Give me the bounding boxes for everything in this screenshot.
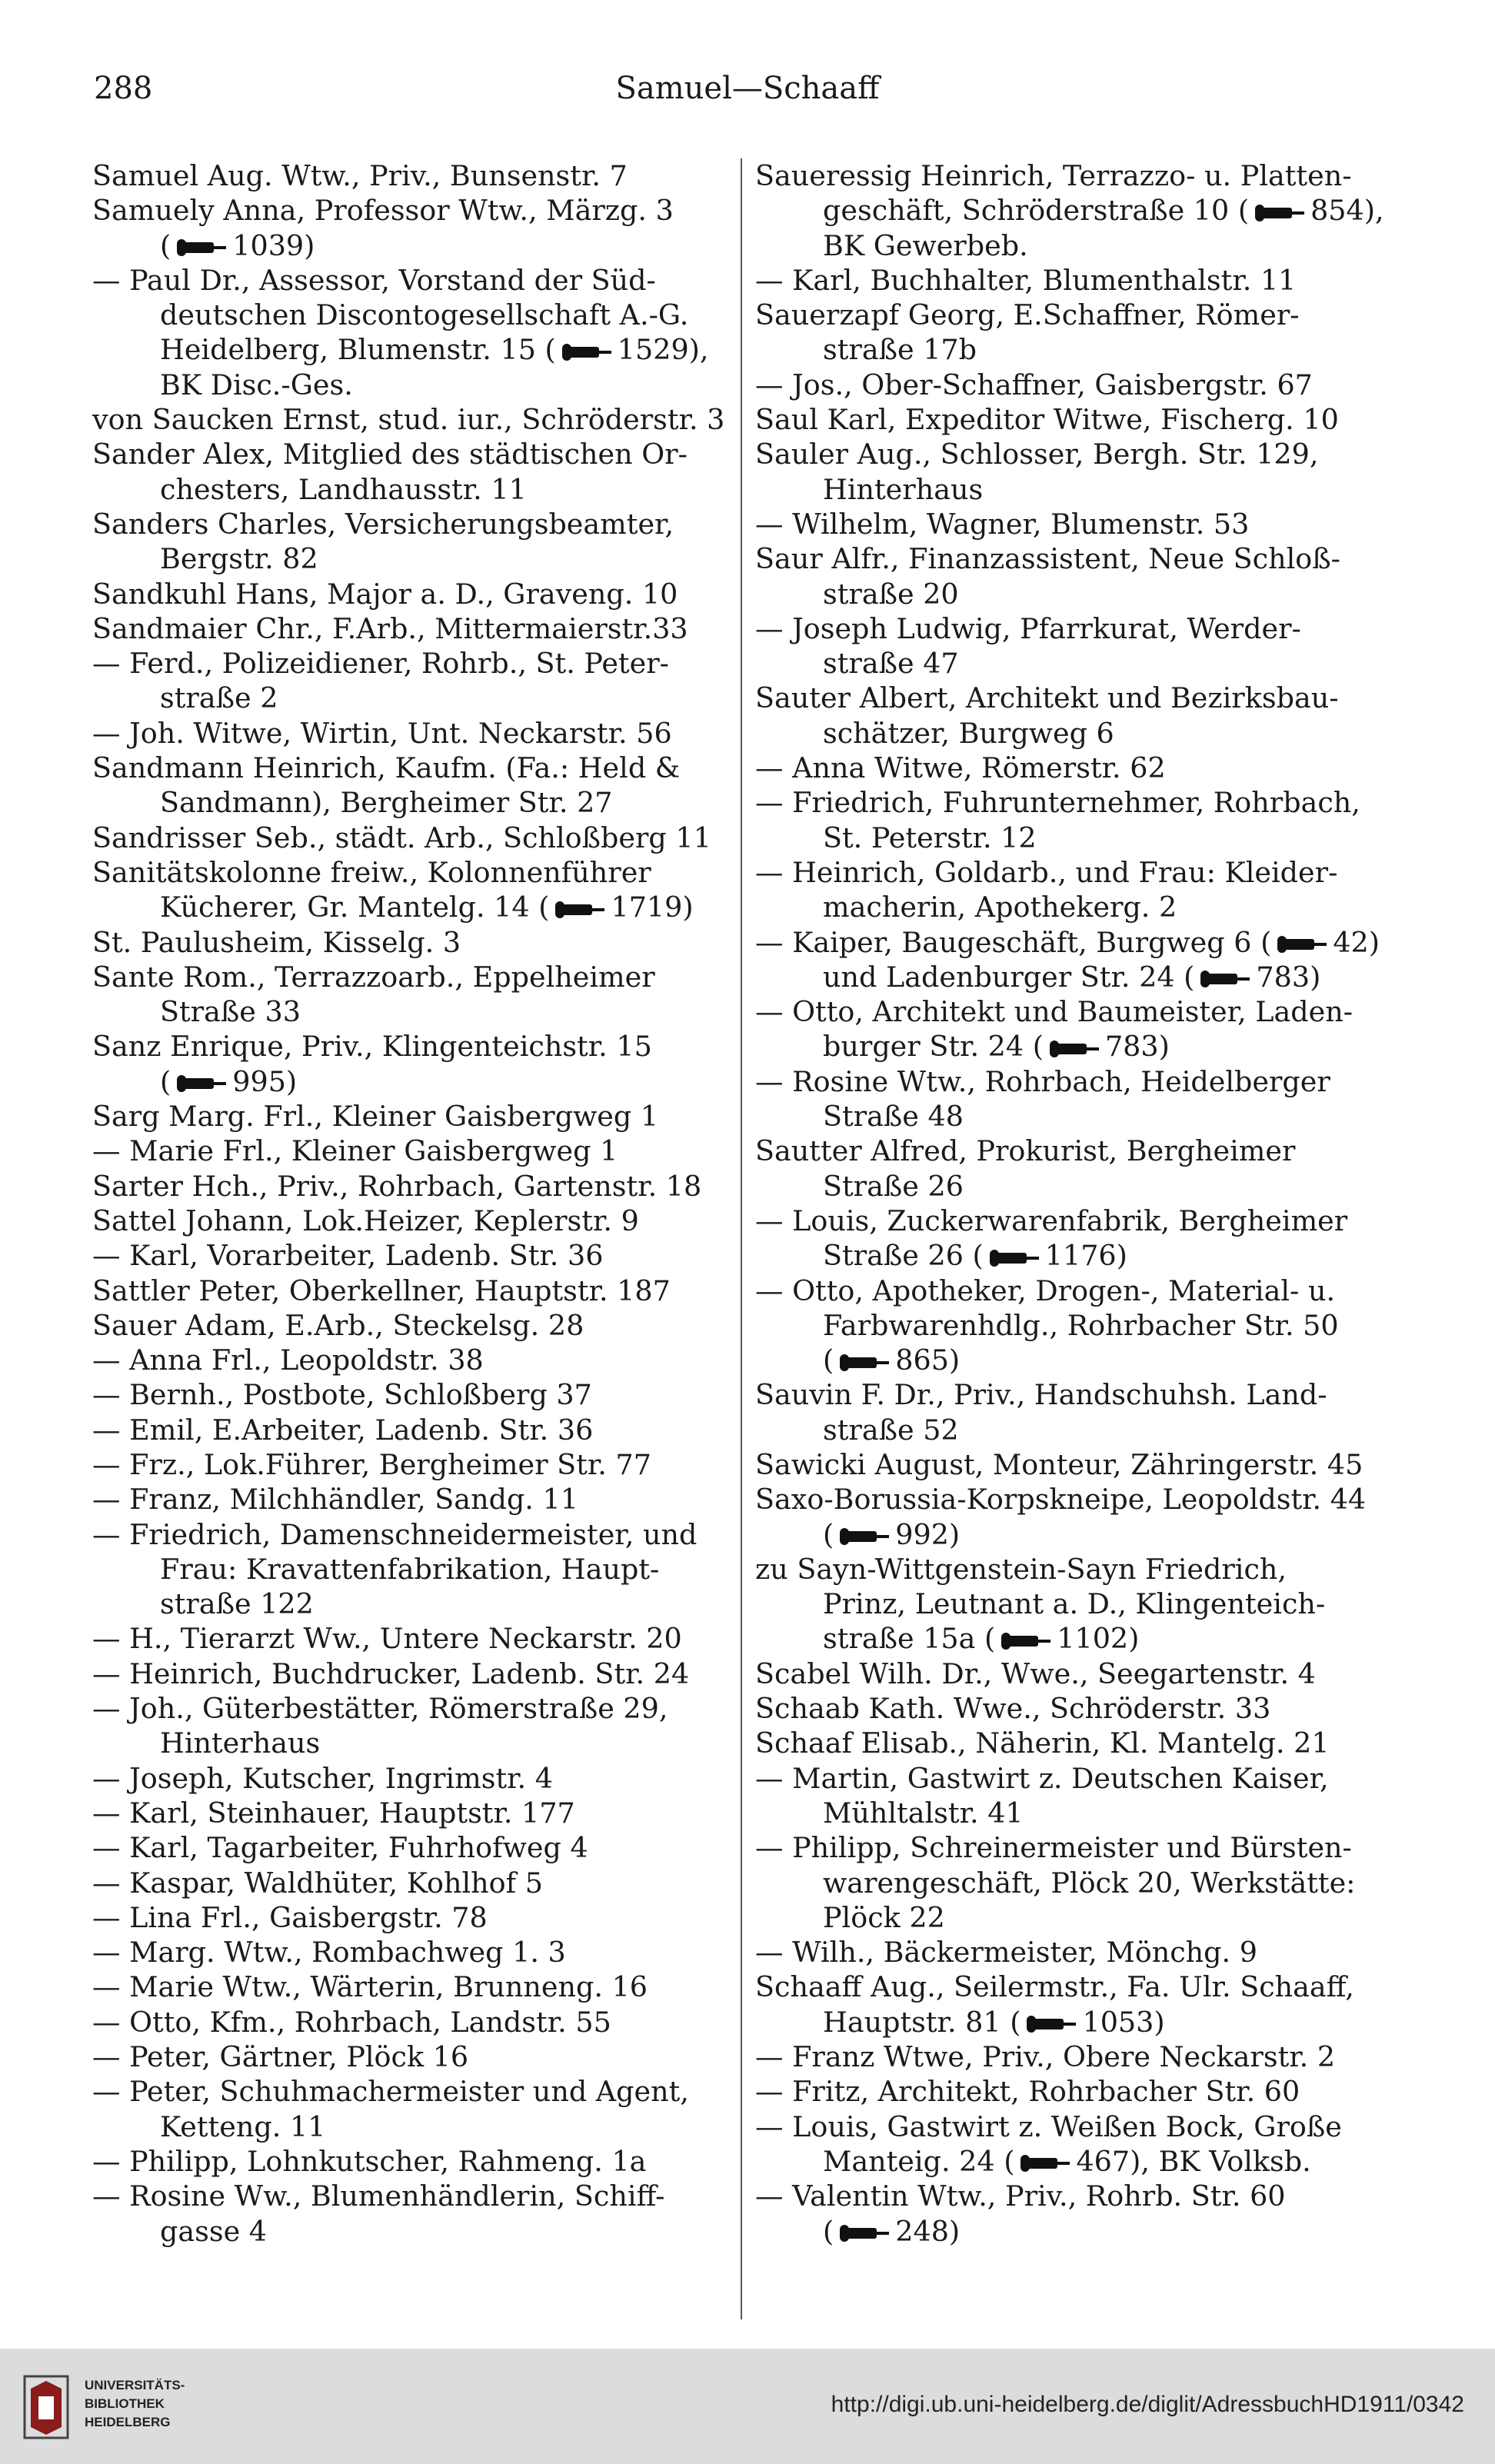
directory-entry	[92, 2005, 727, 2039]
entry-text: — Frz., Lok.Führer, Bergheimer Str. 77	[92, 1447, 651, 1481]
directory-entry	[92, 2039, 727, 2074]
entry-text: — Otto, Apotheker, Drogen-, Material- u.	[755, 1274, 1336, 1307]
entry-text: (	[160, 228, 171, 262]
directory-entry	[92, 1830, 727, 1865]
entry-continuation	[92, 785, 727, 820]
entry-text: — Karl, Tagarbeiter, Fuhrhofweg 4	[92, 1831, 588, 1865]
entry-text: Straße 48	[823, 1100, 964, 1134]
entry-text: Straße 26 (	[823, 1239, 984, 1273]
entry-text: Sauer Adam, E.Arb., Steckelsg. 28	[92, 1308, 584, 1342]
telephone-icon	[175, 239, 228, 256]
directory-entry	[755, 855, 1390, 890]
entry-text: 1176)	[1044, 1239, 1127, 1273]
entry-text: — Anna Witwe, Römerstr. 62	[755, 751, 1166, 785]
telephone-icon	[554, 901, 606, 918]
entry-text: Sanitätskolonne freiw., Kolonnenführer	[92, 855, 651, 889]
entry-text: 783)	[1256, 960, 1321, 994]
entry-text: — Joh. Witwe, Wirtin, Unt. Neckarstr. 56	[92, 716, 672, 750]
entry-text: Straße 26	[823, 1169, 964, 1203]
entry-text: 248)	[895, 2214, 961, 2248]
entry-continuation	[755, 1796, 1390, 1830]
entry-text: Straße 33	[160, 995, 301, 1029]
entry-text: 1529),	[617, 333, 709, 367]
entry-text: — H., Tierarzt Ww., Untere Neckarstr. 20	[92, 1622, 682, 1656]
directory-entry	[92, 2074, 727, 2109]
directory-entry	[92, 716, 727, 751]
entry-text: (	[160, 1064, 171, 1098]
directory-entry	[755, 925, 1390, 960]
logo-line: HEIDELBERG	[85, 2415, 171, 2429]
entry-text: 865)	[895, 1344, 961, 1377]
telephone-icon	[1048, 1041, 1100, 1057]
directory-entry	[92, 1900, 727, 1935]
directory-entry	[755, 263, 1390, 298]
entry-continuation	[92, 472, 727, 507]
entry-text: — Franz, Milchhändler, Sandg. 11	[92, 1483, 578, 1517]
directory-entry	[755, 611, 1390, 646]
entry-text: 783)	[1104, 1030, 1170, 1064]
entry-continuation	[92, 1587, 727, 1621]
directory-entry	[92, 1761, 727, 1796]
entry-continuation	[92, 1064, 727, 1099]
entry-text: — Philipp, Lohnkutscher, Rahmeng. 1a	[92, 2144, 647, 2178]
directory-entry	[755, 1482, 1390, 1517]
entry-text: — Friedrich, Fuhrunternehmer, Rohrbach,	[755, 786, 1360, 820]
entry-text: 1719)	[611, 891, 694, 924]
entry-continuation	[92, 1552, 727, 1587]
directory-entry	[755, 1064, 1390, 1099]
entry-text: straße 15a (	[823, 1622, 996, 1656]
entry-text: (	[823, 2214, 834, 2248]
directory-entry	[92, 1447, 727, 1482]
entry-text: — Marg. Wtw., Rombachweg 1. 3	[92, 1936, 566, 1970]
entry-text: — Heinrich, Buchdrucker, Ladenb. Str. 24	[92, 1657, 690, 1690]
directory-entry	[92, 1274, 727, 1308]
entry-continuation	[92, 1726, 727, 1760]
right-column	[755, 158, 1390, 2249]
telephone-icon	[1199, 971, 1251, 987]
entry-text: — Marie Wtw., Wärterin, Brunneng. 16	[92, 1970, 648, 2004]
entry-text: Samuely Anna, Professor Wtw., Märzg. 3	[92, 194, 674, 228]
telephone-icon	[988, 1250, 1041, 1267]
entry-continuation	[92, 890, 727, 924]
page-number: 288	[94, 71, 153, 106]
left-column	[92, 158, 727, 2249]
directory-entry	[92, 1134, 727, 1168]
entry-text: — Fritz, Architekt, Rohrbacher Str. 60	[755, 2075, 1300, 2109]
entry-text: geschäft, Schröderstraße 10 (	[823, 194, 1250, 228]
entry-text: — Anna Frl., Leopoldstr. 38	[92, 1344, 484, 1377]
entry-continuation	[92, 681, 727, 715]
directory-entry	[755, 1970, 1390, 2004]
entry-text: — Wilh., Bäckermeister, Mönchg. 9	[755, 1936, 1257, 1970]
entry-text: — Joseph, Kutscher, Ingrimstr. 4	[92, 1761, 553, 1795]
entry-text: — Heinrich, Goldarb., und Frau: Kleider-	[755, 855, 1338, 889]
entry-text: — Kaspar, Waldhüter, Kohlhof 5	[92, 1866, 543, 1900]
page-header	[0, 71, 1495, 117]
entry-text: — Friedrich, Damenschneidermeister, und	[92, 1517, 698, 1551]
directory-entry	[92, 821, 727, 855]
entry-text: Bergstr. 82	[160, 542, 318, 576]
entry-text: — Louis, Gastwirt z. Weißen Bock, Große	[755, 2109, 1342, 2143]
entry-text: BK Gewerbeb.	[823, 228, 1028, 262]
directory-entry	[92, 1970, 727, 2004]
entry-text: Saxo-Borussia-Korpskneipe, Leopoldstr. 44	[755, 1483, 1367, 1517]
entry-text: Kücherer, Gr. Mantelg. 14 (	[160, 891, 550, 924]
entry-text: — Marie Frl., Kleiner Gaisbergweg 1	[92, 1134, 618, 1168]
directory-entry	[755, 1691, 1390, 1726]
directory-entry	[92, 263, 727, 298]
entry-text: macherin, Apothekerg. 2	[823, 891, 1177, 924]
entry-text: Sanders Charles, Versicherungsbeamter,	[92, 507, 674, 541]
entry-text: — Jos., Ober-Schaffner, Gaisbergstr. 67	[755, 368, 1313, 401]
entry-text: 1053)	[1082, 2005, 1165, 2039]
entry-text: Sauvin F. Dr., Priv., Handschuhsh. Land-	[755, 1378, 1327, 1412]
directory-entry	[755, 1274, 1390, 1308]
directory-entry	[92, 960, 727, 994]
entry-text: — Karl, Steinhauer, Hauptstr. 177	[92, 1796, 575, 1830]
entry-text: straße 122	[160, 1587, 314, 1621]
entry-text: zu Sayn-Wittgenstein-Sayn Friedrich,	[755, 1552, 1287, 1586]
entry-continuation	[755, 2005, 1390, 2039]
entry-text: — Martin, Gastwirt z. Deutschen Kaiser,	[755, 1761, 1329, 1795]
entry-text: Saur Alfr., Finanzassistent, Neue Schloß-	[755, 542, 1340, 576]
entry-text: Frau: Kravattenfabrikation, Haupt-	[160, 1552, 660, 1586]
directory-entry	[92, 2144, 727, 2179]
entry-text: — Peter, Gärtner, Plöck 16	[92, 2040, 469, 2074]
entry-text: deutschen Discontogesellschaft A.-G.	[160, 298, 689, 332]
directory-entry	[755, 1657, 1390, 1691]
directory-entry	[92, 577, 727, 611]
entry-text: Sawicki August, Monteur, Zähringerstr. 45	[755, 1447, 1363, 1481]
entry-text: 42)	[1333, 925, 1380, 959]
entry-continuation	[92, 298, 727, 332]
directory-entry	[92, 925, 727, 960]
directory-entry	[92, 1413, 727, 1447]
entry-continuation	[755, 1621, 1390, 1656]
entry-text: Sarg Marg. Frl., Kleiner Gaisbergweg 1	[92, 1100, 659, 1134]
entry-text: straße 47	[823, 647, 959, 681]
entry-text: schätzer, Burgweg 6	[823, 716, 1114, 750]
entry-text: Sauler Aug., Schlosser, Bergh. Str. 129,	[755, 438, 1319, 471]
entry-continuation	[755, 716, 1390, 751]
directory-entry	[92, 1796, 727, 1830]
entry-continuation	[755, 890, 1390, 924]
entry-text: — Paul Dr., Assessor, Vorstand der Süd-	[92, 263, 656, 297]
entry-continuation	[755, 2214, 1390, 2249]
directory-entry	[755, 2039, 1390, 2074]
directory-entry	[755, 994, 1390, 1029]
entry-text: Sautter Alfred, Prokurist, Bergheimer	[755, 1134, 1296, 1168]
entry-text: (	[823, 1517, 834, 1551]
entry-text: Schaab Kath. Wwe., Schröderstr. 33	[755, 1692, 1271, 1726]
directory-entry	[755, 1830, 1390, 1865]
entry-continuation	[755, 1587, 1390, 1621]
directory-entry	[92, 402, 727, 437]
directory-entry	[92, 1308, 727, 1343]
entry-text: Saul Karl, Expeditor Witwe, Fischerg. 10	[755, 403, 1339, 437]
entry-text: — Louis, Zuckerwarenfabrik, Bergheimer	[755, 1204, 1348, 1237]
entry-text: straße 52	[823, 1413, 959, 1447]
directory-entry	[92, 1482, 727, 1517]
entry-text: Saueressig Heinrich, Terrazzo- u. Platten-	[755, 159, 1352, 192]
telephone-icon	[1025, 2016, 1077, 2033]
directory-entry	[755, 158, 1390, 193]
directory-entry	[92, 437, 727, 471]
entry-text: Sattel Johann, Lok.Heizer, Keplerstr. 9	[92, 1204, 639, 1237]
entry-continuation	[92, 2214, 727, 2249]
directory-entry	[92, 2179, 727, 2213]
telephone-icon	[1254, 205, 1306, 221]
entry-text: burger Str. 24 (	[823, 1030, 1044, 1064]
directory-entry	[92, 1866, 727, 1900]
logo-line: UNIVERSITÄTS-	[85, 2378, 185, 2392]
directory-entry	[92, 1621, 727, 1656]
entry-text: und Ladenburger Str. 24 (	[823, 960, 1195, 994]
entry-text: Heidelberg, Blumenstr. 15 (	[160, 333, 556, 367]
entry-continuation	[755, 1308, 1390, 1343]
entry-continuation	[755, 2144, 1390, 2179]
running-head: Samuel—Schaaff	[615, 71, 880, 106]
library-seal-icon	[22, 2373, 71, 2441]
entry-text: (	[823, 1344, 834, 1377]
entry-continuation	[92, 994, 727, 1029]
entry-continuation	[755, 1517, 1390, 1552]
entry-text: warengeschäft, Plöck 20, Werkstätte:	[823, 1866, 1356, 1900]
entry-text: straße 2	[160, 681, 278, 715]
entry-text: — Franz Wtwe, Priv., Obere Neckarstr. 2	[755, 2040, 1336, 2074]
entry-text: Samuel Aug. Wtw., Priv., Bunsenstr. 7	[92, 159, 628, 192]
directory-entry	[92, 1099, 727, 1134]
directory-entry	[92, 158, 727, 193]
entry-text: Sandmaier Chr., F.Arb., Mittermaierstr.33	[92, 611, 688, 645]
entry-text: Ketteng. 11	[160, 2109, 326, 2143]
entry-text: — Karl, Buchhalter, Blumenthalstr. 11	[755, 263, 1297, 297]
entry-text: Schaaff Aug., Seilermstr., Fa. Ulr. Schaaff,	[755, 1970, 1354, 2004]
entry-text: — Valentin Wtw., Priv., Rohrb. Str. 60	[755, 2179, 1286, 2213]
directory-entry	[755, 785, 1390, 820]
directory-entry	[755, 2109, 1390, 2144]
entry-continuation	[755, 1029, 1390, 1064]
entry-text: — Ferd., Polizeidiener, Rohrb., St. Peter-	[92, 647, 669, 681]
directory-entry	[755, 541, 1390, 576]
entry-text: BK Disc.-Ges.	[160, 368, 353, 401]
entry-text: Hinterhaus	[160, 1726, 321, 1760]
entry-text: Scabel Wilh. Dr., Wwe., Seegartenstr. 4	[755, 1657, 1316, 1690]
entry-continuation	[755, 1238, 1390, 1273]
entry-text: — Emil, E.Arbeiter, Ladenb. Str. 36	[92, 1413, 594, 1447]
entry-text: — Otto, Architekt und Baumeister, Laden-	[755, 995, 1353, 1029]
telephone-icon	[838, 1528, 891, 1545]
entry-text: 992)	[895, 1517, 961, 1551]
directory-entry	[92, 507, 727, 541]
entry-text: straße 17b	[823, 333, 977, 367]
footer-bar	[0, 2349, 1495, 2464]
entry-text: Sarter Hch., Priv., Rohrbach, Gartenstr. 18	[92, 1169, 702, 1203]
entry-text: straße 20	[823, 577, 959, 611]
entry-text: — Wilhelm, Wagner, Blumenstr. 53	[755, 507, 1250, 541]
entry-continuation	[755, 1900, 1390, 1935]
directory-entry	[755, 507, 1390, 541]
directory-entry	[92, 1691, 727, 1726]
entry-text: Sander Alex, Mitglied des städtischen Or-	[92, 438, 688, 471]
entry-text: Farbwarenhdlg., Rohrbacher Str. 50	[823, 1308, 1339, 1342]
directory-entry	[755, 2074, 1390, 2109]
telephone-icon	[561, 344, 613, 361]
directory-entry	[755, 681, 1390, 715]
entry-text: — Rosine Ww., Blumenhändlerin, Schiff-	[92, 2179, 665, 2213]
directory-entry	[755, 437, 1390, 471]
telephone-icon	[1000, 1633, 1052, 1650]
directory-entry	[92, 751, 727, 785]
entry-text: — Rosine Wtw., Rohrbach, Heidelberger	[755, 1064, 1330, 1098]
entry-text: — Joseph Ludwig, Pfarrkurat, Werder-	[755, 611, 1301, 645]
directory-entry	[755, 1935, 1390, 1970]
entry-continuation	[755, 1866, 1390, 1900]
telephone-icon	[1276, 936, 1328, 953]
entry-text: — Philipp, Schreinermeister und Bürsten-	[755, 1831, 1352, 1865]
entry-text: Hinterhaus	[823, 472, 984, 506]
entry-text: Plöck 22	[823, 1900, 945, 1934]
directory-entry	[755, 402, 1390, 437]
directory-entry	[92, 1029, 727, 1064]
telephone-icon	[175, 1075, 228, 1092]
entry-continuation	[755, 577, 1390, 611]
entry-continuation	[92, 228, 727, 263]
entry-text: von Saucken Ernst, stud. iur., Schröderstr. 3	[92, 403, 725, 437]
directory-entry	[92, 611, 727, 646]
entry-text: — Otto, Kfm., Rohrbach, Landstr. 55	[92, 2005, 611, 2039]
entry-text: Sattler Peter, Oberkellner, Hauptstr. 187	[92, 1274, 671, 1307]
column-divider	[741, 158, 742, 2319]
entry-continuation	[755, 821, 1390, 855]
directory-entry	[92, 1657, 727, 1691]
entry-continuation	[755, 960, 1390, 994]
entry-continuation	[92, 332, 727, 367]
entry-text: 467), BK Volksb.	[1076, 2144, 1311, 2178]
entry-text: 995)	[232, 1064, 298, 1098]
telephone-icon	[1019, 2155, 1071, 2172]
entry-text: — Bernh., Postbote, Schloßberg 37	[92, 1378, 592, 1412]
entry-text: Manteig. 24 (	[823, 2144, 1015, 2178]
entry-continuation	[755, 646, 1390, 681]
directory-entry	[92, 646, 727, 681]
directory-entry	[755, 1726, 1390, 1760]
entry-continuation	[755, 1169, 1390, 1204]
entry-continuation	[755, 472, 1390, 507]
library-name	[85, 2376, 185, 2432]
entry-text: — Kaiper, Baugeschäft, Burgweg 6 (	[755, 925, 1272, 959]
directory-entry	[755, 1447, 1390, 1482]
directory-entry	[92, 193, 727, 228]
entry-text: Hauptstr. 81 (	[823, 2005, 1021, 2039]
entry-text: chesters, Landhausstr. 11	[160, 472, 527, 506]
entry-text: — Karl, Vorarbeiter, Ladenb. Str. 36	[92, 1239, 604, 1273]
library-logo	[22, 2370, 206, 2447]
directory-entry	[92, 855, 727, 890]
entry-continuation	[755, 1099, 1390, 1134]
entry-continuation	[755, 1343, 1390, 1377]
directory-entry	[755, 1134, 1390, 1168]
entry-text: Sante Rom., Terrazzoarb., Eppelheimer	[92, 960, 655, 994]
entry-text: Sanz Enrique, Priv., Klingenteichstr. 15	[92, 1030, 652, 1064]
entry-text: St. Peterstr. 12	[823, 821, 1037, 854]
directory-entry	[92, 1343, 727, 1377]
directory-entry	[755, 1204, 1390, 1238]
entry-text: gasse 4	[160, 2214, 268, 2248]
entry-text: 1039)	[232, 228, 315, 262]
directory-entry	[92, 1377, 727, 1412]
entry-text: Mühltalstr. 41	[823, 1796, 1024, 1830]
entry-text: Sauter Albert, Architekt und Bezirksbau-	[755, 681, 1339, 715]
entry-continuation	[92, 541, 727, 576]
entry-text: Sauerzapf Georg, E.Schaffner, Römer-	[755, 298, 1300, 332]
entry-text: Prinz, Leutnant a. D., Klingenteich-	[823, 1587, 1326, 1621]
entry-text: Schaaf Elisab., Näherin, Kl. Mantelg. 21	[755, 1726, 1330, 1760]
entry-text: 854),	[1310, 194, 1384, 228]
directory-entry	[755, 2179, 1390, 2213]
entry-continuation	[755, 332, 1390, 367]
entry-continuation	[755, 193, 1390, 228]
directory-entry	[755, 368, 1390, 402]
entry-text: Sandrisser Seb., städt. Arb., Schloßberg 11	[92, 821, 711, 854]
entry-text: — Joh., Güterbestätter, Römerstraße 29,	[92, 1692, 668, 1726]
directory-entry	[92, 1238, 727, 1273]
directory-entry	[92, 1935, 727, 1970]
entry-text: Sandmann), Bergheimer Str. 27	[160, 786, 613, 820]
entry-continuation	[92, 368, 727, 402]
entry-continuation	[755, 1413, 1390, 1447]
directory-entry	[755, 1761, 1390, 1796]
entry-continuation	[755, 228, 1390, 263]
directory-entry	[755, 1377, 1390, 1412]
directory-entry	[755, 751, 1390, 785]
entry-text: Sandmann Heinrich, Kaufm. (Fa.: Held &	[92, 751, 681, 785]
telephone-icon	[838, 1354, 891, 1371]
entry-text: 1102)	[1057, 1622, 1140, 1656]
telephone-icon	[838, 2225, 891, 2242]
directory-entry	[92, 1169, 727, 1204]
entry-text: — Lina Frl., Gaisbergstr. 78	[92, 1900, 488, 1934]
logo-line: BIBLIOTHEK	[85, 2396, 165, 2411]
directory-entry	[92, 1204, 727, 1238]
entry-text: St. Paulusheim, Kisselg. 3	[92, 925, 461, 959]
source-url[interactable]: http://digi.ub.uni-heidelberg.de/diglit/AdressbuchHD1911/0342	[831, 2392, 1464, 2417]
entry-text: — Peter, Schuhmachermeister und Agent,	[92, 2075, 689, 2109]
directory-entry	[755, 1552, 1390, 1587]
entry-text: Sandkuhl Hans, Major a. D., Graveng. 10	[92, 577, 678, 611]
directory-entry	[92, 1517, 727, 1552]
directory-entry	[755, 298, 1390, 332]
entry-continuation	[92, 2109, 727, 2144]
